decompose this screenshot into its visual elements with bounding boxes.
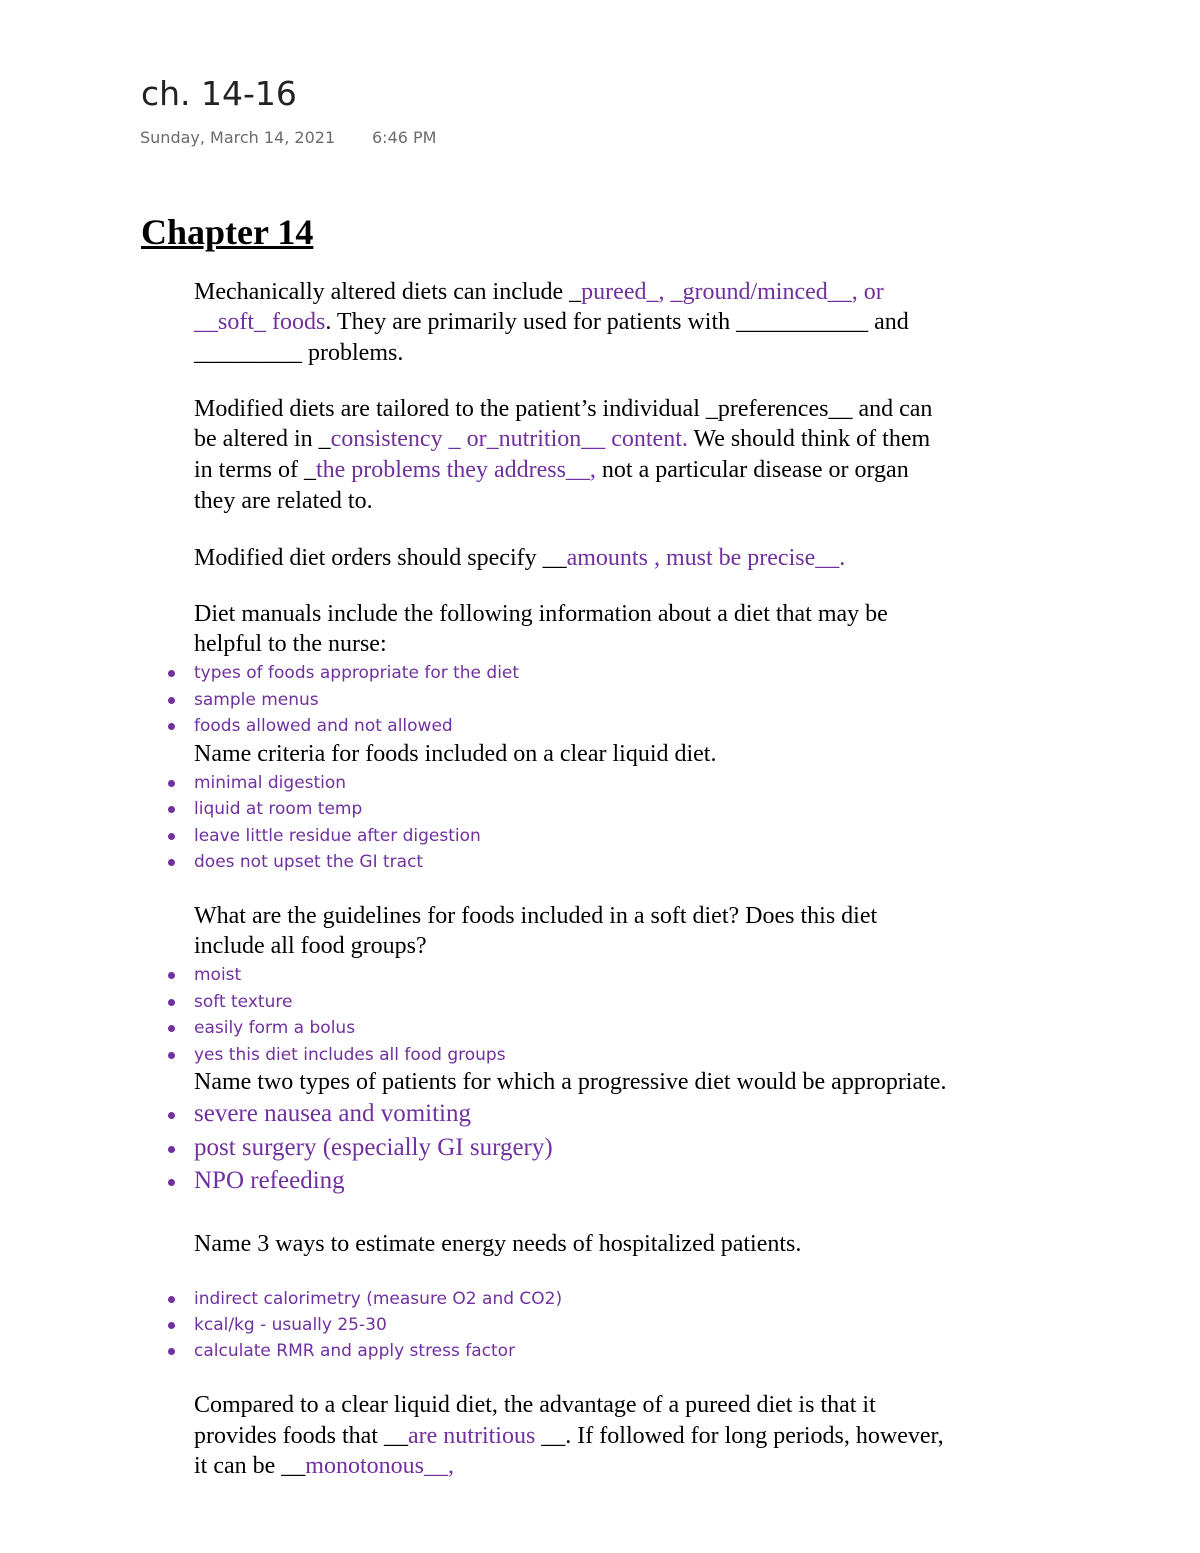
q9-line-1: Compared to a clear liquid diet, the advantage of a pureed diet is that it bbox=[194, 1392, 876, 1418]
q2-text: We should think of them bbox=[687, 426, 931, 452]
q2-line-4: they are related to. bbox=[194, 488, 373, 514]
q1-text: Mechanically altered diets can include _ bbox=[194, 279, 582, 305]
q7-item: post surgery (especially GI surgery) bbox=[194, 1134, 553, 1161]
bullet-dot bbox=[168, 780, 175, 787]
q6-line-2: include all food groups? bbox=[194, 933, 427, 959]
q6-item: moist bbox=[194, 965, 242, 985]
q7-line: Name two types of patients for which a progressive diet would be appropriate. bbox=[194, 1069, 947, 1095]
q7-item: severe nausea and vomiting bbox=[194, 1100, 471, 1127]
bullet-dot bbox=[168, 1112, 175, 1119]
page-title: ch. 14-16 bbox=[141, 74, 297, 113]
q5-item: does not upset the GI tract bbox=[194, 852, 424, 872]
q1-text: . They are primarily used for patients with ___________ and bbox=[325, 309, 909, 335]
q9-answer: monotonous__, bbox=[305, 1453, 454, 1479]
q1-answer: ground/minced__, or bbox=[682, 279, 884, 305]
q3-answer: amounts , must be precise bbox=[566, 545, 816, 571]
q5-item: minimal digestion bbox=[194, 773, 347, 793]
q1-answer: __soft_ foods bbox=[194, 309, 326, 335]
bullet-dot bbox=[168, 1052, 175, 1059]
bullet-dot bbox=[168, 723, 175, 730]
q8-item: indirect calorimetry (measure O2 and CO2) bbox=[194, 1289, 563, 1309]
q5-line: Name criteria for foods included on a clear liquid diet. bbox=[194, 741, 717, 767]
q5-item: leave little residue after digestion bbox=[194, 826, 481, 846]
q4-line-1: Diet manuals include the following information about a diet that may be bbox=[194, 601, 888, 627]
bullet-dot bbox=[168, 1348, 175, 1355]
q9-text: __. If followed for long periods, however, bbox=[535, 1423, 944, 1449]
bullet-dot bbox=[168, 1179, 175, 1186]
q1-line-2 bbox=[194, 309, 909, 336]
bullet-dot bbox=[168, 999, 175, 1006]
q6-item: soft texture bbox=[194, 992, 293, 1012]
q8-line: Name 3 ways to estimate energy needs of hospitalized patients. bbox=[194, 1231, 802, 1257]
q2-answer: consistency _ or_nutrition__ content. bbox=[330, 426, 688, 452]
q6-line-1: What are the guidelines for foods included in a soft diet? Does this diet bbox=[194, 903, 878, 929]
bullet-dot bbox=[168, 697, 175, 704]
page-date: Sunday, March 14, 2021 bbox=[140, 128, 336, 147]
page-time: 6:46 PM bbox=[372, 128, 437, 147]
q2-line-2 bbox=[194, 426, 930, 453]
q3-line bbox=[194, 545, 845, 572]
q9-text: provides foods that __ bbox=[194, 1423, 408, 1449]
bullet-dot bbox=[168, 1146, 175, 1153]
q6-item: easily form a bolus bbox=[194, 1018, 356, 1038]
q3-text: Modified diet orders should specify __ bbox=[194, 545, 567, 571]
q9-line-2 bbox=[194, 1423, 944, 1450]
q2-line-1: Modified diets are tailored to the patient’s individual _preferences__ and can bbox=[194, 396, 933, 422]
q1-line-1 bbox=[194, 279, 884, 306]
bullet-dot bbox=[168, 972, 175, 979]
q4-item: foods allowed and not allowed bbox=[194, 716, 453, 736]
q2-answer: the problems they address__, bbox=[315, 457, 596, 483]
q7-item: NPO refeeding bbox=[194, 1167, 345, 1194]
bullet-dot bbox=[168, 670, 175, 677]
q4-item: types of foods appropriate for the diet bbox=[194, 663, 520, 683]
q8-item: calculate RMR and apply stress factor bbox=[194, 1341, 516, 1361]
bullet-dot bbox=[168, 1322, 175, 1329]
q2-text: in terms of _ bbox=[194, 457, 316, 483]
q4-line-2: helpful to the nurse: bbox=[194, 631, 387, 657]
q3-answer: __. bbox=[815, 545, 846, 571]
bullet-dot bbox=[168, 806, 175, 813]
q1-answer: _, _ bbox=[646, 279, 683, 305]
q6-item: yes this diet includes all food groups bbox=[194, 1045, 506, 1065]
q9-answer: are nutritious bbox=[407, 1423, 536, 1449]
q2-line-3 bbox=[194, 457, 909, 484]
q8-item: kcal/kg - usually 25-30 bbox=[194, 1315, 387, 1335]
bullet-dot bbox=[168, 1025, 175, 1032]
q5-item: liquid at room temp bbox=[194, 799, 363, 819]
q2-text: be altered in _ bbox=[194, 426, 331, 452]
q1-answer: pureed bbox=[581, 279, 647, 305]
bullet-dot bbox=[168, 833, 175, 840]
q9-line-3 bbox=[194, 1453, 454, 1480]
q2-text: not a particular disease or organ bbox=[595, 457, 909, 483]
q9-text: it can be __ bbox=[194, 1453, 306, 1479]
bullet-dot bbox=[168, 859, 175, 866]
q4-item: sample menus bbox=[194, 690, 319, 710]
q1-line-3: _________ problems. bbox=[194, 340, 404, 366]
chapter-heading: Chapter 14 bbox=[141, 212, 314, 252]
bullet-dot bbox=[168, 1296, 175, 1303]
